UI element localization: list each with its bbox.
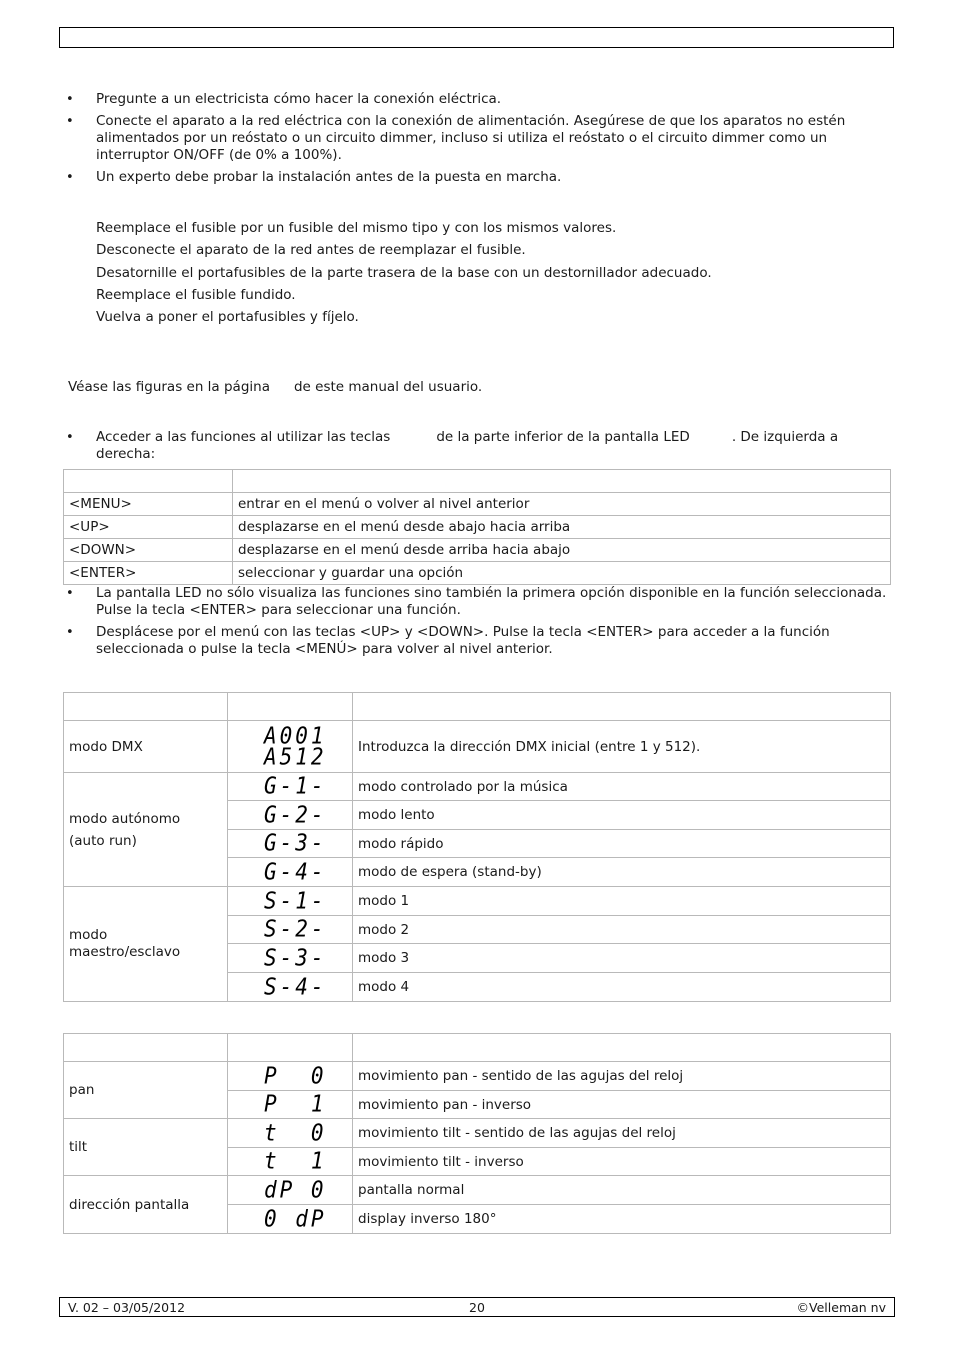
list-item: • La pantalla LED no sólo visualiza las funciones sino también la primera opción disponible en la función seleccionada. Pulse la tecla <ENTER> para seleccionar una función. [59, 585, 889, 619]
mode-desc: modo rápido [353, 830, 891, 858]
table-row [64, 1062, 891, 1091]
key-name: <ENTER> [64, 562, 233, 585]
mode-label [64, 887, 228, 1002]
mode-desc: modo controlado por la música [353, 773, 891, 801]
led-display: G-3- [264, 829, 327, 857]
list-item: • Conecte el aparato a la red eléctrica con la conexión de alimentación. Asegúrese de que los aparatos no estén alimentados por un reóstato o un circuito dimmer, incluso si utiliza el reóstato o el circuito dimmer como un interruptor ON/OFF (de 0% a 100%). [59, 113, 889, 164]
table-row [64, 721, 891, 773]
list-item [59, 429, 889, 463]
mode-desc: Introduzca la dirección DMX inicial (entre 1 y 512). [353, 721, 891, 773]
keys-intro [59, 429, 889, 463]
motion-label: dirección pantalla [64, 1176, 228, 1234]
mode-desc: modo 2 [353, 916, 891, 944]
led-display: G-2- [264, 801, 327, 828]
keys-table [63, 469, 891, 585]
figures-note [68, 379, 482, 396]
table-row [64, 773, 891, 801]
fuse-step: Desatornille el portafusibles de la parte trasera de la base con un destornillador adecuado. [96, 265, 712, 281]
led-display: A001 [264, 722, 327, 749]
table-row [64, 562, 891, 585]
table-row [64, 1119, 891, 1148]
led-display-cell [228, 830, 353, 858]
key-name: <DOWN> [64, 539, 233, 562]
motion-desc: movimiento tilt - sentido de las agujas del reloj [353, 1119, 891, 1148]
motion-desc: display inverso 180° [353, 1205, 891, 1234]
keys-intro-part1: Acceder a las funciones al utilizar las teclas [96, 429, 391, 445]
led-display-cell [228, 801, 353, 830]
led-display: t 0 [264, 1119, 327, 1146]
led-display-cell [228, 721, 353, 773]
led-display-cell [228, 1062, 353, 1091]
footer-version: V. 02 – 03/05/2012 [68, 1300, 186, 1315]
motion-header-cell [64, 1034, 228, 1062]
mode-desc: modo de espera (stand-by) [353, 858, 891, 887]
motion-label: tilt [64, 1119, 228, 1176]
motion-desc: movimiento tilt - inverso [353, 1148, 891, 1176]
motion-desc: pantalla normal [353, 1176, 891, 1205]
footer-page-number: 20 [469, 1300, 485, 1315]
motion-header-cell [228, 1034, 353, 1062]
keys-intro-part3: . De izquierda a derecha: [96, 429, 839, 462]
table-row [64, 493, 891, 516]
mode-label-line: (auto run) [69, 832, 137, 849]
led-display-cell [228, 1119, 353, 1148]
led-display: S-1- [264, 887, 327, 914]
led-display-cell [228, 887, 353, 916]
led-display: S-2- [264, 915, 327, 943]
motion-header-cell [353, 1034, 891, 1062]
mode-header-cell [64, 693, 228, 721]
figures-note-after: de este manual del usuario. [293, 379, 483, 395]
mode-label [64, 773, 228, 887]
footer-company: ©Velleman nv [796, 1300, 886, 1315]
connection-bullets [59, 91, 889, 186]
led-display: S-4- [264, 973, 327, 1000]
mode-table [63, 692, 891, 1002]
led-display: G-4- [264, 858, 327, 885]
keys-header-cell [233, 470, 891, 493]
key-desc: desplazarse en el menú desde abajo hacia arriba [233, 516, 891, 539]
led-bullets [59, 585, 889, 658]
figures-note-before: Véase las figuras en la página [68, 379, 270, 395]
motion-desc: movimiento pan - inverso [353, 1091, 891, 1119]
led-display-cell [228, 944, 353, 973]
led-display-cell [228, 973, 353, 1002]
led-display: t 1 [264, 1147, 327, 1175]
key-desc: seleccionar y guardar una opción [233, 562, 891, 585]
led-display-cell [228, 773, 353, 801]
led-display: G-1- [264, 772, 327, 800]
key-name: <MENU> [64, 493, 233, 516]
table-row [64, 539, 891, 562]
mode-desc: modo 3 [353, 944, 891, 973]
fuse-step: Vuelva a poner el portafusibles y fíjelo. [96, 309, 359, 325]
mode-label-line: maestro/esclavo [69, 944, 181, 960]
mode-desc: modo lento [353, 801, 891, 830]
mode-label-line: modo autónomo [69, 810, 181, 827]
led-display: dP 0 [264, 1176, 327, 1203]
keys-intro-part2: de la parte inferior de la pantalla LED [436, 429, 690, 445]
key-desc: desplazarse en el menú desde arriba hacia abajo [233, 539, 891, 562]
mode-label-line: modo [69, 927, 108, 943]
list-item: • Desplácese por el menú con las teclas <UP> y <DOWN>. Pulse la tecla <ENTER> para acceder a la función seleccionada o pulse la tecla <MENÚ> para volver al nivel anterior. [59, 624, 889, 658]
led-display: P 1 [264, 1090, 327, 1118]
mode-header-cell [228, 693, 353, 721]
list-item: • Un experto debe probar la instalación antes de la puesta en marcha. [59, 169, 889, 186]
table-row [64, 887, 891, 916]
fuse-step: Reemplace el fusible por un fusible del mismo tipo y con los mismos valores. [96, 220, 617, 236]
mode-desc: modo 1 [353, 887, 891, 916]
list-item: • Pregunte a un electricista cómo hacer la conexión eléctrica. [59, 91, 889, 108]
mode-label: modo DMX [64, 721, 228, 773]
motion-table [63, 1033, 891, 1234]
led-display-cell [228, 1176, 353, 1205]
keys-header-cell [64, 470, 233, 493]
led-display: S-3- [264, 944, 327, 971]
page-footer [59, 1297, 895, 1317]
led-display: A512 [264, 743, 327, 770]
mode-header-cell [353, 693, 891, 721]
fuse-step: Reemplace el fusible fundido. [96, 287, 296, 303]
motion-label: pan [64, 1062, 228, 1119]
led-display-cell [228, 858, 353, 887]
motion-desc: movimiento pan - sentido de las agujas del reloj [353, 1062, 891, 1091]
led-display-cell [228, 1091, 353, 1119]
page-header-box [59, 27, 894, 48]
key-name: <UP> [64, 516, 233, 539]
table-row [64, 516, 891, 539]
mode-desc: modo 4 [353, 973, 891, 1002]
table-row [64, 1176, 891, 1205]
led-display: 0 dP [264, 1205, 327, 1232]
led-display-cell [228, 916, 353, 944]
led-display-cell [228, 1148, 353, 1176]
key-desc: entrar en el menú o volver al nivel anterior [233, 493, 891, 516]
fuse-step: Desconecte el aparato de la red antes de reemplazar el fusible. [96, 242, 526, 258]
led-display-cell [228, 1205, 353, 1234]
led-display: P 0 [264, 1062, 327, 1089]
